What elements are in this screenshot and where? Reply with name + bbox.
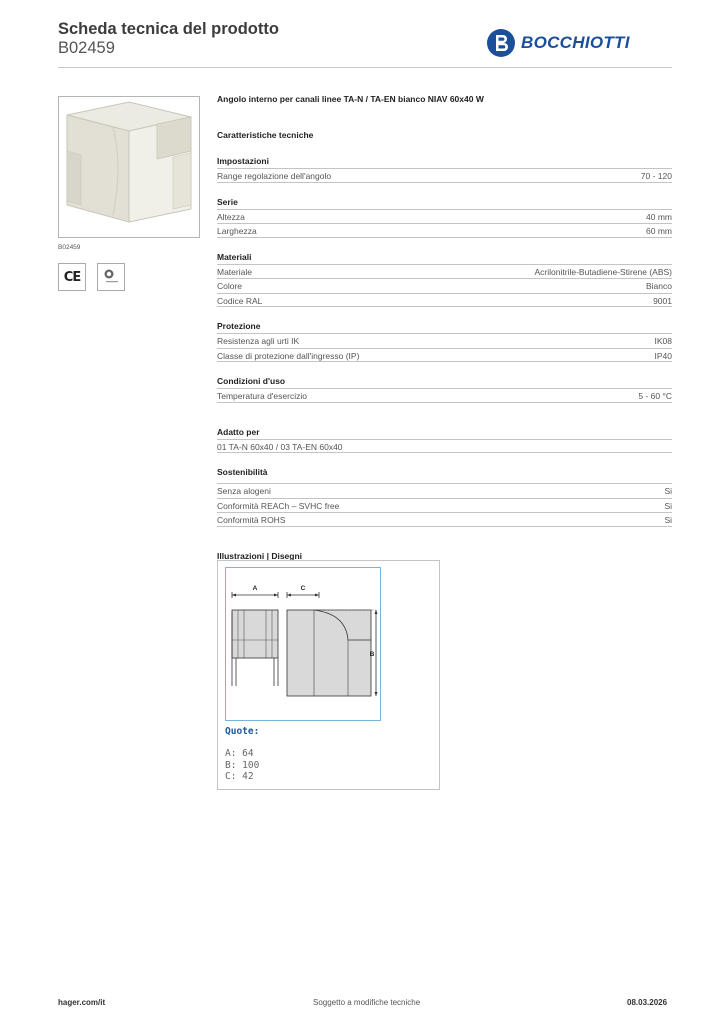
section-title-protezione: Protezione	[217, 321, 261, 331]
spec-label: Temperatura d'esercizio	[217, 391, 307, 401]
ce-mark-label: CE	[63, 269, 81, 285]
spec-row	[217, 293, 672, 308]
dimension-label-c: C	[300, 585, 306, 592]
technical-drawing	[225, 567, 381, 721]
dimensions-title: Quote:	[225, 726, 260, 737]
section-title-impostazioni: Impostazioni	[217, 156, 269, 166]
brand-logo	[486, 28, 630, 58]
page-title: Scheda tecnica del prodotto	[58, 20, 279, 38]
dimension-label-a: A	[252, 585, 258, 592]
spec-value: Si	[664, 515, 672, 525]
suitable-value: 01 TA-N 60x40 / 03 TA-EN 60x40	[217, 441, 343, 452]
spec-label: Materiale	[217, 266, 252, 277]
image-caption-code: B02459	[58, 244, 81, 251]
footer-website-link[interactable]: hager.com/it	[58, 998, 106, 1007]
product-specifications	[217, 92, 672, 563]
section-title-condizioni: Condizioni d'uso	[217, 376, 286, 386]
spec-row	[217, 348, 672, 363]
dimension-c: C: 42	[225, 771, 254, 782]
corner-fitting-illustration	[59, 97, 199, 237]
spec-value: IP40	[654, 350, 672, 361]
spec-row	[217, 498, 672, 513]
product-name: Angolo interno per canali linee TA-N / TA-EN bianco NIAV 60x40 W	[217, 94, 484, 104]
spec-row	[217, 333, 672, 348]
spec-value: IK08	[654, 336, 672, 346]
section-title-materiali: Materiali	[217, 251, 252, 262]
spec-label: Senza alogeni	[217, 486, 271, 496]
spec-row	[217, 264, 672, 279]
brand-name: BOCCHIOTTI	[521, 33, 630, 52]
spec-label: Altezza	[217, 211, 245, 222]
footer-disclaimer: Soggetto a modifiche tecniche	[313, 998, 421, 1007]
section-title-sostenibilita: Sostenibilità	[217, 467, 268, 477]
spec-row	[217, 209, 672, 224]
footer-date: 08.03.2026	[627, 998, 668, 1007]
product-code: B02459	[58, 39, 115, 57]
spec-row	[217, 278, 672, 293]
spec-row	[217, 388, 672, 403]
spec-label: Conformità REACh – SVHC free	[217, 500, 340, 511]
product-image	[58, 96, 200, 238]
ce-mark-icon	[58, 263, 86, 291]
spec-value: 40 mm	[646, 211, 672, 222]
spec-label: Classe di protezione dall'ingresso (IP)	[217, 350, 360, 361]
dimension-b: B: 100	[225, 759, 260, 771]
spec-row	[217, 223, 672, 238]
dimension-label-b: B	[369, 651, 375, 658]
dimension-a: A: 64	[225, 748, 254, 759]
section-title-illustrazioni: Illustrazioni | Disegni	[217, 550, 303, 561]
specs-heading: Caratteristiche tecniche	[217, 130, 314, 140]
spec-label: Colore	[217, 281, 243, 291]
technical-drawing-panel	[217, 560, 440, 790]
spec-row	[217, 439, 672, 454]
certification-seal-icon	[97, 263, 125, 291]
spec-value: Bianco	[646, 281, 672, 291]
spec-label: Codice RAL	[217, 295, 263, 306]
spec-value: 9001	[653, 295, 672, 306]
spec-value: Si	[664, 486, 672, 496]
spec-label: Larghezza	[217, 226, 257, 236]
spec-row	[217, 483, 672, 498]
spec-value: 70 - 120	[640, 171, 672, 181]
header-divider	[58, 67, 672, 68]
section-title-serie: Serie	[217, 196, 238, 207]
dimensions-list	[225, 748, 259, 783]
spec-label: Conformità ROHS	[217, 515, 286, 525]
spec-value: Si	[664, 500, 672, 511]
spec-row	[217, 512, 672, 527]
section-title-adatto-per: Adatto per	[217, 426, 260, 437]
spec-label: Resistenza agli urti IK	[217, 336, 300, 346]
bocchiotti-logo-icon	[486, 28, 516, 58]
certification-seal-graphic	[100, 266, 122, 288]
spec-value: Acrilonitrile-Butadiene-Stirene (ABS)	[534, 266, 672, 277]
spec-value: 60 mm	[646, 226, 672, 236]
spec-row	[217, 168, 672, 183]
dimension-drawing	[226, 568, 379, 719]
spec-label: Range regolazione dell'angolo	[217, 171, 332, 181]
spec-value: 5 - 60 °C	[638, 391, 672, 401]
